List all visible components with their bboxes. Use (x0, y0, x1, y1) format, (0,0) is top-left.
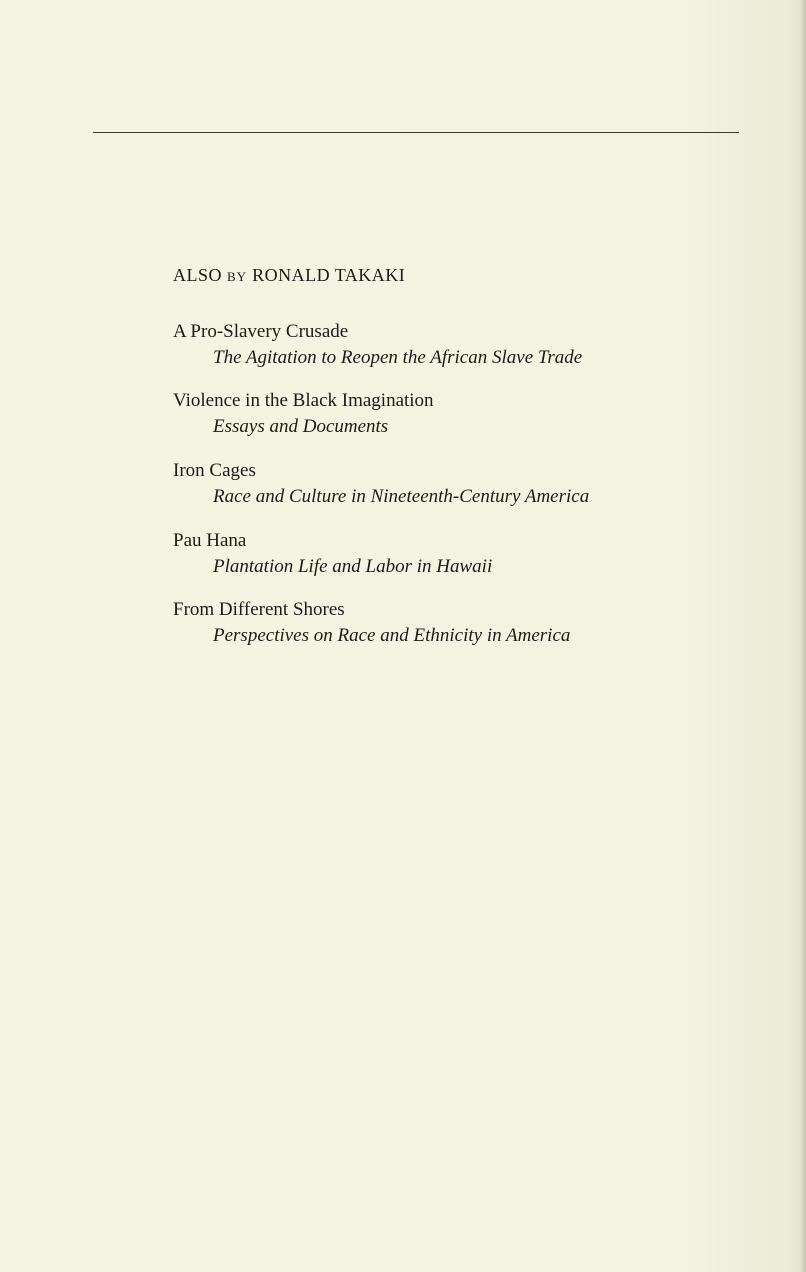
heading-prefix: ALSO (173, 265, 223, 285)
book-entry (173, 388, 434, 440)
page-edge-shadow (800, 0, 806, 1272)
book-subtitle: Perspectives on Race and Ethnicity in America (213, 625, 571, 646)
book-entry (173, 319, 582, 371)
book-title: Pau Hana (173, 530, 247, 551)
book-subtitle: The Agitation to Reopen the African Slave Trade (213, 347, 583, 368)
also-by-heading (173, 264, 405, 288)
book-entry (173, 597, 570, 649)
book-title: Iron Cages (173, 460, 256, 481)
book-entry (173, 528, 492, 580)
book-subtitle: Race and Culture in Nineteenth-Century America (213, 486, 590, 507)
heading-author: RONALD TAKAKI (252, 265, 406, 285)
book-entry (173, 458, 589, 510)
book-title: From Different Shores (173, 599, 345, 620)
book-subtitle: Plantation Life and Labor in Hawaii (213, 556, 493, 577)
book-subtitle: Essays and Documents (213, 416, 389, 437)
heading-by: BY (227, 269, 248, 284)
top-rule (93, 132, 739, 133)
book-title: Violence in the Black Imagination (173, 390, 434, 411)
book-title: A Pro-Slavery Crusade (173, 321, 349, 342)
